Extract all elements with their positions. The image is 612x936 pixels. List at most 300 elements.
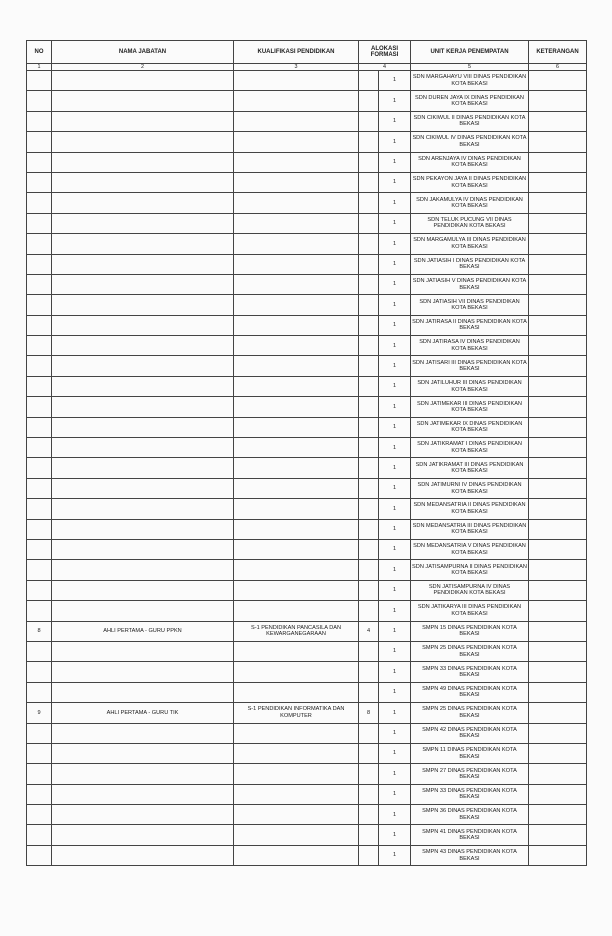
cell-kualifikasi: [234, 682, 359, 702]
table-row: [27, 743, 587, 763]
cell-alokasi-total: [359, 438, 379, 458]
cell-keterangan: [529, 601, 587, 621]
cell-nama-jabatan: [52, 336, 234, 356]
cell-alokasi-total: [359, 743, 379, 763]
column-number: 1: [27, 64, 52, 71]
column-number: 3: [234, 64, 359, 71]
cell-alokasi-qty: 1: [379, 743, 411, 763]
cell-alokasi-qty: 1: [379, 397, 411, 417]
cell-nama-jabatan: [52, 845, 234, 865]
cell-no: [27, 376, 52, 396]
cell-nama-jabatan: [52, 682, 234, 702]
cell-kualifikasi: [234, 499, 359, 519]
cell-kualifikasi: [234, 254, 359, 274]
cell-nama-jabatan: [52, 295, 234, 315]
column-number: 2: [52, 64, 234, 71]
cell-unit-kerja: SMPN 25 DINAS PENDIDIKAN KOTA BEKASI: [411, 641, 529, 661]
cell-unit-kerja: SDN JATIKRAMAT I DINAS PENDIDIKAN KOTA BEKASI: [411, 438, 529, 458]
cell-alokasi-total: [359, 193, 379, 213]
cell-keterangan: [529, 336, 587, 356]
table-row: [27, 172, 587, 192]
cell-nama-jabatan: [52, 315, 234, 335]
cell-keterangan: [529, 723, 587, 743]
cell-nama-jabatan: [52, 723, 234, 743]
cell-keterangan: [529, 254, 587, 274]
cell-keterangan: [529, 743, 587, 763]
cell-alokasi-total: [359, 254, 379, 274]
cell-kualifikasi: [234, 723, 359, 743]
cell-unit-kerja: SDN ARENJAYA IV DINAS PENDIDIKAN KOTA BEKASI: [411, 152, 529, 172]
cell-alokasi-qty: 1: [379, 682, 411, 702]
cell-no: [27, 743, 52, 763]
cell-kualifikasi: [234, 743, 359, 763]
cell-unit-kerja: SDN CIKIWUL IV DINAS PENDIDIKAN KOTA BEKASI: [411, 132, 529, 152]
cell-unit-kerja: SDN TELUK PUCUNG VII DINAS PENDIDIKAN KOTA BEKASI: [411, 213, 529, 233]
cell-no: [27, 539, 52, 559]
cell-alokasi-qty: 1: [379, 601, 411, 621]
cell-keterangan: [529, 621, 587, 641]
cell-unit-kerja: SDN JATIMEKAR IX DINAS PENDIDIKAN KOTA BEKASI: [411, 417, 529, 437]
header-no: NO: [27, 41, 52, 64]
cell-alokasi-total: [359, 234, 379, 254]
cell-nama-jabatan: [52, 234, 234, 254]
cell-alokasi-qty: 1: [379, 621, 411, 641]
cell-no: [27, 764, 52, 784]
cell-nama-jabatan: AHLI PERTAMA - GURU PPKN: [52, 621, 234, 641]
cell-alokasi-total: [359, 662, 379, 682]
cell-alokasi-qty: 1: [379, 458, 411, 478]
cell-no: [27, 132, 52, 152]
header-keterangan: KETERANGAN: [529, 41, 587, 64]
cell-alokasi-qty: 1: [379, 234, 411, 254]
cell-nama-jabatan: [52, 91, 234, 111]
table-row: [27, 397, 587, 417]
cell-alokasi-qty: 1: [379, 152, 411, 172]
column-number-row: [27, 64, 587, 71]
cell-alokasi-qty: 1: [379, 478, 411, 498]
cell-unit-kerja: SMPN 33 DINAS PENDIDIKAN KOTA BEKASI: [411, 662, 529, 682]
cell-nama-jabatan: [52, 71, 234, 91]
cell-alokasi-qty: 1: [379, 784, 411, 804]
cell-kualifikasi: [234, 132, 359, 152]
cell-nama-jabatan: [52, 743, 234, 763]
cell-unit-kerja: SDN MEDANSATRIA II DINAS PENDIDIKAN KOTA BEKASI: [411, 499, 529, 519]
cell-no: [27, 234, 52, 254]
cell-nama-jabatan: [52, 438, 234, 458]
table-row: [27, 315, 587, 335]
cell-unit-kerja: SDN JATISAMPURNA IV DINAS PENDIDIKAN KOTA BEKASI: [411, 580, 529, 600]
cell-alokasi-qty: 1: [379, 376, 411, 396]
cell-alokasi-total: [359, 805, 379, 825]
table-row: [27, 417, 587, 437]
cell-alokasi-qty: 1: [379, 723, 411, 743]
table-row: [27, 458, 587, 478]
cell-keterangan: [529, 213, 587, 233]
cell-alokasi-qty: 1: [379, 703, 411, 723]
cell-no: [27, 641, 52, 661]
cell-keterangan: [529, 805, 587, 825]
header-kualifikasi: KUALIFIKASI PENDIDIKAN: [234, 41, 359, 64]
cell-unit-kerja: SDN JATIMEKAR III DINAS PENDIDIKAN KOTA BEKASI: [411, 397, 529, 417]
cell-keterangan: [529, 152, 587, 172]
cell-kualifikasi: [234, 662, 359, 682]
cell-no: [27, 417, 52, 437]
cell-unit-kerja: SDN JATISAMPURNA II DINAS PENDIDIKAN KOTA BEKASI: [411, 560, 529, 580]
cell-nama-jabatan: [52, 539, 234, 559]
cell-kualifikasi: [234, 641, 359, 661]
cell-keterangan: [529, 132, 587, 152]
cell-no: [27, 274, 52, 294]
cell-keterangan: [529, 662, 587, 682]
cell-alokasi-total: [359, 111, 379, 131]
cell-alokasi-total: [359, 539, 379, 559]
cell-alokasi-qty: 1: [379, 417, 411, 437]
table-row: [27, 519, 587, 539]
cell-alokasi-total: [359, 641, 379, 661]
cell-kualifikasi: S-1 PENDIDIKAN INFORMATIKA DAN KOMPUTER: [234, 703, 359, 723]
cell-nama-jabatan: AHLI PERTAMA - GURU TIK: [52, 703, 234, 723]
cell-alokasi-total: [359, 764, 379, 784]
cell-alokasi-qty: 1: [379, 641, 411, 661]
cell-kualifikasi: [234, 315, 359, 335]
table-row: [27, 560, 587, 580]
cell-unit-kerja: SMPN 27 DINAS PENDIDIKAN KOTA BEKASI: [411, 764, 529, 784]
cell-no: [27, 560, 52, 580]
cell-keterangan: [529, 580, 587, 600]
cell-alokasi-qty: 1: [379, 71, 411, 91]
cell-alokasi-total: [359, 682, 379, 702]
formation-table: [26, 40, 587, 866]
cell-keterangan: [529, 641, 587, 661]
cell-alokasi-total: [359, 580, 379, 600]
cell-keterangan: [529, 438, 587, 458]
cell-no: [27, 336, 52, 356]
table-row: [27, 805, 587, 825]
cell-nama-jabatan: [52, 417, 234, 437]
cell-kualifikasi: [234, 580, 359, 600]
cell-alokasi-qty: 1: [379, 805, 411, 825]
cell-keterangan: [529, 111, 587, 131]
cell-unit-kerja: SMPN 36 DINAS PENDIDIKAN KOTA BEKASI: [411, 805, 529, 825]
cell-no: [27, 662, 52, 682]
cell-alokasi-total: [359, 132, 379, 152]
cell-kualifikasi: [234, 213, 359, 233]
cell-unit-kerja: SDN PEKAYON JAYA II DINAS PENDIDIKAN KOTA BEKASI: [411, 172, 529, 192]
cell-kualifikasi: [234, 560, 359, 580]
cell-kualifikasi: [234, 152, 359, 172]
table-row: [27, 274, 587, 294]
cell-unit-kerja: SMPN 41 DINAS PENDIDIKAN KOTA BEKASI: [411, 825, 529, 845]
table-row: [27, 478, 587, 498]
cell-keterangan: [529, 71, 587, 91]
cell-kualifikasi: [234, 519, 359, 539]
cell-keterangan: [529, 91, 587, 111]
cell-keterangan: [529, 539, 587, 559]
cell-alokasi-qty: 1: [379, 438, 411, 458]
cell-unit-kerja: SDN DUREN JAYA IX DINAS PENDIDIKAN KOTA BEKASI: [411, 91, 529, 111]
cell-alokasi-qty: 1: [379, 519, 411, 539]
cell-alokasi-total: [359, 723, 379, 743]
cell-alokasi-total: [359, 295, 379, 315]
cell-no: [27, 315, 52, 335]
cell-no: [27, 397, 52, 417]
cell-alokasi-qty: 1: [379, 254, 411, 274]
cell-alokasi-qty: 1: [379, 662, 411, 682]
cell-unit-kerja: SDN JATIKARYA III DINAS PENDIDIKAN KOTA BEKASI: [411, 601, 529, 621]
cell-unit-kerja: SMPN 42 DINAS PENDIDIKAN KOTA BEKASI: [411, 723, 529, 743]
table-row: [27, 539, 587, 559]
cell-alokasi-qty: 1: [379, 172, 411, 192]
cell-unit-kerja: SDN JATIASIH I DINAS PENDIDIKAN KOTA BEKASI: [411, 254, 529, 274]
cell-kualifikasi: [234, 438, 359, 458]
column-number: 4: [359, 64, 411, 71]
cell-alokasi-total: [359, 601, 379, 621]
cell-alokasi-total: [359, 152, 379, 172]
cell-unit-kerja: SDN MARGAHAYU VIII DINAS PENDIDIKAN KOTA BEKASI: [411, 71, 529, 91]
cell-keterangan: [529, 356, 587, 376]
cell-alokasi-total: [359, 397, 379, 417]
cell-unit-kerja: SDN JATILUHUR III DINAS PENDIDIKAN KOTA BEKASI: [411, 376, 529, 396]
table-row: [27, 71, 587, 91]
cell-no: [27, 723, 52, 743]
cell-keterangan: [529, 499, 587, 519]
cell-keterangan: [529, 295, 587, 315]
cell-unit-kerja: SMPN 15 DINAS PENDIDIKAN KOTA BEKASI: [411, 621, 529, 641]
table-row: [27, 845, 587, 865]
cell-kualifikasi: [234, 193, 359, 213]
cell-kualifikasi: [234, 356, 359, 376]
table-row: [27, 825, 587, 845]
cell-no: [27, 71, 52, 91]
cell-no: [27, 111, 52, 131]
cell-alokasi-total: 4: [359, 621, 379, 641]
header-row: [27, 41, 587, 64]
cell-nama-jabatan: [52, 397, 234, 417]
table-row: [27, 723, 587, 743]
cell-unit-kerja: SDN JATIASIH VII DINAS PENDIDIKAN KOTA BEKASI: [411, 295, 529, 315]
cell-alokasi-total: [359, 560, 379, 580]
cell-nama-jabatan: [52, 376, 234, 396]
cell-nama-jabatan: [52, 805, 234, 825]
cell-alokasi-qty: 1: [379, 315, 411, 335]
cell-alokasi-qty: 1: [379, 580, 411, 600]
cell-alokasi-total: [359, 845, 379, 865]
cell-unit-kerja: SMPN 43 DINAS PENDIDIKAN KOTA BEKASI: [411, 845, 529, 865]
cell-no: [27, 601, 52, 621]
cell-alokasi-total: [359, 519, 379, 539]
cell-nama-jabatan: [52, 193, 234, 213]
cell-alokasi-total: [359, 825, 379, 845]
table-row: [27, 499, 587, 519]
cell-nama-jabatan: [52, 458, 234, 478]
cell-no: [27, 845, 52, 865]
cell-nama-jabatan: [52, 825, 234, 845]
cell-no: [27, 438, 52, 458]
cell-alokasi-total: [359, 784, 379, 804]
table-row: [27, 662, 587, 682]
cell-keterangan: [529, 478, 587, 498]
table-row: [27, 193, 587, 213]
cell-alokasi-total: [359, 336, 379, 356]
cell-alokasi-total: [359, 71, 379, 91]
cell-keterangan: [529, 784, 587, 804]
cell-alokasi-qty: 1: [379, 845, 411, 865]
cell-keterangan: [529, 376, 587, 396]
table-row: [27, 132, 587, 152]
table-row: [27, 641, 587, 661]
header-nama-jabatan: NAMA JABATAN: [52, 41, 234, 64]
cell-kualifikasi: [234, 274, 359, 294]
column-number: 6: [529, 64, 587, 71]
cell-alokasi-qty: 1: [379, 499, 411, 519]
cell-kualifikasi: [234, 71, 359, 91]
table-row: [27, 295, 587, 315]
cell-keterangan: [529, 703, 587, 723]
cell-nama-jabatan: [52, 254, 234, 274]
cell-unit-kerja: SDN CIKIWUL II DINAS PENDIDIKAN KOTA BEKASI: [411, 111, 529, 131]
cell-unit-kerja: SDN JAKAMULYA IV DINAS PENDIDIKAN KOTA BEKASI: [411, 193, 529, 213]
cell-keterangan: [529, 845, 587, 865]
cell-kualifikasi: S-1 PENDIDIKAN PANCASILA DAN KEWARGANEGARAAN: [234, 621, 359, 641]
cell-no: [27, 682, 52, 702]
cell-keterangan: [529, 234, 587, 254]
cell-alokasi-total: [359, 417, 379, 437]
table-row: [27, 601, 587, 621]
cell-no: [27, 478, 52, 498]
cell-unit-kerja: SDN JATISARI III DINAS PENDIDIKAN KOTA BEKASI: [411, 356, 529, 376]
column-number: 5: [411, 64, 529, 71]
cell-alokasi-qty: 1: [379, 213, 411, 233]
table-row: [27, 682, 587, 702]
table-body: [27, 71, 587, 866]
cell-alokasi-qty: 1: [379, 193, 411, 213]
cell-alokasi-total: [359, 478, 379, 498]
table-row: [27, 111, 587, 131]
cell-kualifikasi: [234, 172, 359, 192]
cell-nama-jabatan: [52, 764, 234, 784]
cell-kualifikasi: [234, 458, 359, 478]
cell-nama-jabatan: [52, 601, 234, 621]
cell-keterangan: [529, 560, 587, 580]
table-row: [27, 152, 587, 172]
cell-kualifikasi: [234, 417, 359, 437]
cell-unit-kerja: SDN MEDANSATRIA III DINAS PENDIDIKAN KOTA BEKASI: [411, 519, 529, 539]
cell-alokasi-total: [359, 356, 379, 376]
table-row: [27, 376, 587, 396]
cell-unit-kerja: SDN JATIRASA IV DINAS PENDIDIKAN KOTA BEKASI: [411, 336, 529, 356]
cell-no: [27, 193, 52, 213]
cell-kualifikasi: [234, 825, 359, 845]
cell-nama-jabatan: [52, 519, 234, 539]
cell-alokasi-qty: 1: [379, 356, 411, 376]
cell-keterangan: [529, 458, 587, 478]
cell-nama-jabatan: [52, 132, 234, 152]
cell-alokasi-total: [359, 172, 379, 192]
cell-kualifikasi: [234, 111, 359, 131]
cell-unit-kerja: SDN JATIASIH V DINAS PENDIDIKAN KOTA BEKASI: [411, 274, 529, 294]
cell-no: [27, 91, 52, 111]
cell-alokasi-total: [359, 315, 379, 335]
cell-kualifikasi: [234, 478, 359, 498]
cell-unit-kerja: SDN JATIKRAMAT III DINAS PENDIDIKAN KOTA BEKASI: [411, 458, 529, 478]
cell-no: [27, 580, 52, 600]
cell-alokasi-total: [359, 458, 379, 478]
cell-alokasi-qty: 1: [379, 764, 411, 784]
cell-keterangan: [529, 682, 587, 702]
cell-no: [27, 458, 52, 478]
cell-no: [27, 519, 52, 539]
cell-alokasi-qty: 1: [379, 91, 411, 111]
cell-nama-jabatan: [52, 560, 234, 580]
cell-alokasi-qty: 1: [379, 825, 411, 845]
cell-alokasi-total: [359, 274, 379, 294]
cell-nama-jabatan: [52, 784, 234, 804]
table-row: [27, 621, 587, 641]
cell-unit-kerja: SMPN 49 DINAS PENDIDIKAN KOTA BEKASI: [411, 682, 529, 702]
cell-nama-jabatan: [52, 499, 234, 519]
cell-keterangan: [529, 193, 587, 213]
table-row: [27, 784, 587, 804]
cell-no: 9: [27, 703, 52, 723]
cell-alokasi-total: [359, 376, 379, 396]
cell-keterangan: [529, 172, 587, 192]
cell-kualifikasi: [234, 376, 359, 396]
cell-kualifikasi: [234, 784, 359, 804]
table-row: [27, 336, 587, 356]
cell-nama-jabatan: [52, 152, 234, 172]
cell-no: [27, 152, 52, 172]
cell-alokasi-total: [359, 213, 379, 233]
cell-alokasi-qty: 1: [379, 295, 411, 315]
cell-keterangan: [529, 315, 587, 335]
cell-keterangan: [529, 825, 587, 845]
cell-unit-kerja: SMPN 11 DINAS PENDIDIKAN KOTA BEKASI: [411, 743, 529, 763]
cell-no: [27, 172, 52, 192]
cell-alokasi-qty: 1: [379, 274, 411, 294]
header-alokasi: ALOKASI FORMASI: [359, 41, 411, 64]
cell-keterangan: [529, 764, 587, 784]
cell-unit-kerja: SDN JATIRASA II DINAS PENDIDIKAN KOTA BEKASI: [411, 315, 529, 335]
cell-alokasi-qty: 1: [379, 132, 411, 152]
cell-nama-jabatan: [52, 580, 234, 600]
cell-nama-jabatan: [52, 274, 234, 294]
cell-no: [27, 499, 52, 519]
cell-kualifikasi: [234, 845, 359, 865]
table-row: [27, 234, 587, 254]
table-row: [27, 703, 587, 723]
cell-kualifikasi: [234, 397, 359, 417]
cell-no: 8: [27, 621, 52, 641]
cell-keterangan: [529, 397, 587, 417]
cell-unit-kerja: SMPN 33 DINAS PENDIDIKAN KOTA BEKASI: [411, 784, 529, 804]
cell-nama-jabatan: [52, 662, 234, 682]
cell-kualifikasi: [234, 764, 359, 784]
cell-alokasi-qty: 1: [379, 336, 411, 356]
table-row: [27, 254, 587, 274]
table-row: [27, 213, 587, 233]
cell-no: [27, 805, 52, 825]
cell-kualifikasi: [234, 539, 359, 559]
cell-unit-kerja: SDN JATIMURNI IV DINAS PENDIDIKAN KOTA BEKASI: [411, 478, 529, 498]
cell-kualifikasi: [234, 805, 359, 825]
cell-no: [27, 356, 52, 376]
cell-unit-kerja: SDN MEDANSATRIA V DINAS PENDIDIKAN KOTA BEKASI: [411, 539, 529, 559]
cell-keterangan: [529, 519, 587, 539]
cell-no: [27, 784, 52, 804]
cell-no: [27, 254, 52, 274]
cell-nama-jabatan: [52, 213, 234, 233]
cell-kualifikasi: [234, 336, 359, 356]
